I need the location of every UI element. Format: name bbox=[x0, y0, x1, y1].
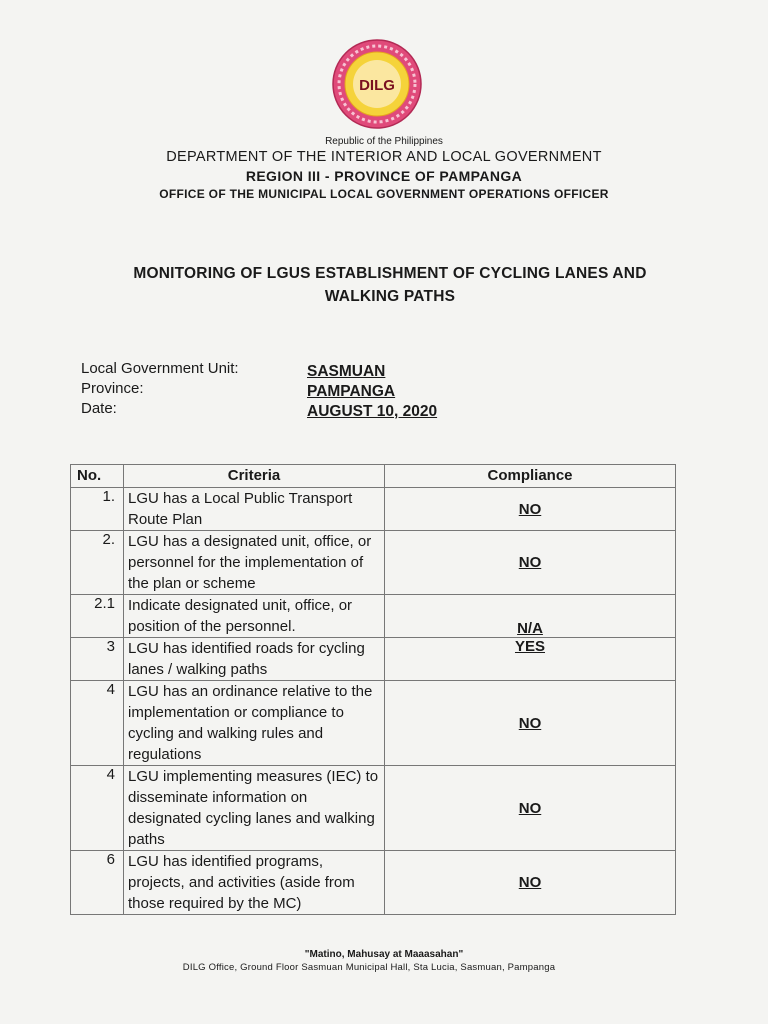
table-row bbox=[71, 531, 676, 595]
row-compliance: NO bbox=[385, 851, 676, 915]
footer-motto: "Matino, Mahusay at Maaasahan" bbox=[304, 949, 464, 960]
lgu-value: SASMUAN bbox=[307, 363, 386, 380]
republic-line: Republic of the Philippines bbox=[325, 136, 443, 147]
row-no: 4 bbox=[71, 766, 124, 851]
footer-address: DILG Office, Ground Floor Sasmuan Municipal Hall, Sta Lucia, Sasmuan, Pampanga bbox=[182, 962, 556, 973]
row-criteria: LGU has identified programs, projects, and activities (aside from those required by the MC) bbox=[124, 851, 385, 915]
row-criteria: LGU has a designated unit, office, or personnel for the implementation of the plan or scheme bbox=[124, 531, 385, 595]
table-row bbox=[71, 488, 676, 531]
row-no: 1. bbox=[71, 488, 124, 531]
row-compliance: NO bbox=[385, 681, 676, 766]
row-no: 4 bbox=[71, 681, 124, 766]
info-values bbox=[307, 362, 437, 422]
table-row bbox=[71, 681, 676, 766]
date-value: AUGUST 10, 2020 bbox=[307, 403, 438, 420]
row-compliance: NO bbox=[385, 766, 676, 851]
document-title bbox=[60, 262, 720, 308]
row-compliance: YES bbox=[385, 638, 676, 681]
row-criteria: LGU has a Local Public Transport Route Plan bbox=[124, 488, 385, 531]
table-row bbox=[71, 595, 676, 638]
province-value: PAMPANGA bbox=[307, 383, 396, 400]
table-header-row bbox=[71, 465, 676, 488]
header-compliance: Compliance bbox=[385, 465, 676, 488]
department-name: DEPARTMENT OF THE INTERIOR AND LOCAL GOVERNMENT bbox=[166, 149, 602, 165]
title-line-2: WALKING PATHS bbox=[324, 288, 456, 305]
info-labels bbox=[81, 359, 239, 419]
row-compliance: N/A bbox=[385, 595, 676, 638]
header-criteria: Criteria bbox=[124, 465, 385, 488]
table-row bbox=[71, 766, 676, 851]
province-label: Province: bbox=[81, 380, 144, 397]
row-criteria: LGU implementing measures (IEC) to disseminate information on designated cycling lanes and walking paths bbox=[124, 766, 385, 851]
lgu-label: Local Government Unit: bbox=[81, 360, 239, 377]
row-no: 2.1 bbox=[71, 595, 124, 638]
title-line-1: MONITORING OF LGUS ESTABLISHMENT OF CYCLING LANES AND bbox=[133, 265, 647, 282]
row-compliance: NO bbox=[385, 488, 676, 531]
criteria-table bbox=[70, 464, 676, 915]
dilg-seal-logo bbox=[331, 38, 423, 130]
region-name: REGION III - PROVINCE OF PAMPANGA bbox=[245, 168, 523, 184]
row-no: 3 bbox=[71, 638, 124, 681]
row-no: 2. bbox=[71, 531, 124, 595]
office-name: OFFICE OF THE MUNICIPAL LOCAL GOVERNMENT OPERATIONS OFFICER bbox=[159, 187, 609, 201]
table-row bbox=[71, 851, 676, 915]
row-criteria: LGU has an ordinance relative to the implementation or compliance to cycling and walking rules and regulations bbox=[124, 681, 385, 766]
row-compliance: NO bbox=[385, 531, 676, 595]
date-label: Date: bbox=[81, 400, 117, 417]
header-no: No. bbox=[71, 465, 124, 488]
table-row bbox=[71, 638, 676, 681]
row-no: 6 bbox=[71, 851, 124, 915]
row-criteria: LGU has identified roads for cycling lanes / walking paths bbox=[124, 638, 385, 681]
seal-text: DILG bbox=[359, 77, 395, 94]
row-criteria: Indicate designated unit, office, or position of the personnel. bbox=[124, 595, 385, 638]
